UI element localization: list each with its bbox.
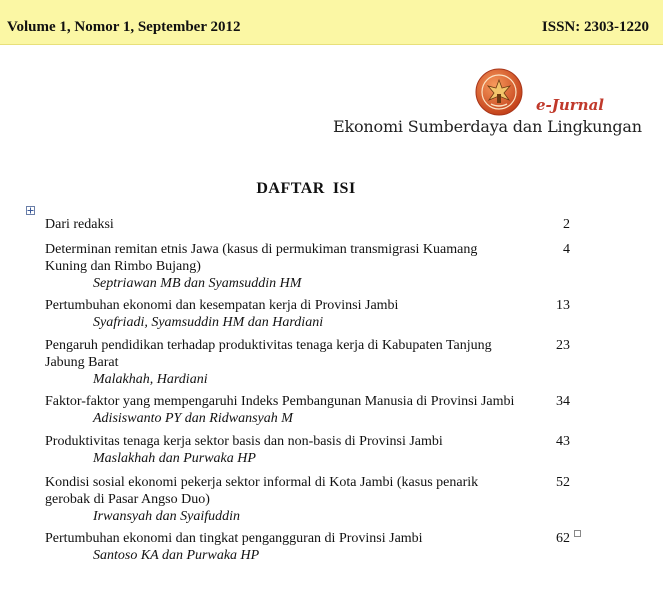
toc-entry-authors: Adisiswanto PY dan Ridwansyah M [93, 411, 293, 426]
toc-entry [45, 241, 575, 292]
journal-header-bar [0, 0, 663, 45]
toc-entry-title: Pertumbuhan ekonomi dan kesempatan kerja di Provinsi Jambi [45, 298, 399, 313]
toc-entry-title: Kondisi sosial ekonomi pekerja sektor informal di Kota Jambi (kasus penarik gerobak di Pasar Angso Duo) [45, 475, 479, 507]
toc-entry-authors: Santoso KA dan Purwaka HP [93, 548, 260, 563]
toc-entry-authors: Septriawan MB dan Syamsuddin HM [93, 276, 302, 291]
toc-entry-authors: Syafriadi, Syamsuddin HM dan Hardiani [93, 315, 324, 330]
toc-entry-page: 62 [556, 531, 570, 546]
toc-entry [45, 530, 575, 564]
table-move-handle-icon[interactable] [26, 202, 35, 211]
toc-entry-page: 2 [563, 217, 570, 232]
toc-heading-word1: DAFTAR [256, 180, 325, 197]
toc-entry [45, 433, 575, 467]
toc-entry [45, 297, 575, 331]
toc-entry-authors: Malakhah, Hardiani [93, 372, 208, 387]
toc-entry [45, 393, 575, 427]
toc-entry-title: Pertumbuhan ekonomi dan tingkat pengangguran di Provinsi Jambi [45, 531, 423, 546]
toc-entry [45, 474, 575, 525]
end-of-cell-marker-icon [574, 530, 581, 537]
toc-entry [45, 216, 575, 233]
toc-entry-page: 43 [556, 434, 570, 449]
ejournal-label: e-Jurnal [536, 96, 604, 114]
issn-number: ISSN: 2303-1220 [541, 19, 649, 35]
toc-entry-page: 52 [556, 475, 570, 490]
toc-entry-authors: Maslakhah dan Purwaka HP [93, 451, 256, 466]
toc-heading-word2: ISI [332, 180, 356, 197]
toc-entry-title: Faktor-faktor yang mempengaruhi Indeks Pembangunan Manusia di Provinsi Jambi [45, 394, 515, 409]
toc-entry-page: 13 [556, 298, 570, 313]
volume-info: Volume 1, Nomor 1, September 2012 [7, 19, 241, 35]
toc-entry [45, 337, 575, 388]
toc-entry-page: 4 [563, 242, 570, 257]
toc-entry-title: Produktivitas tenaga kerja sektor basis dan non-basis di Provinsi Jambi [45, 434, 443, 449]
toc-entry-page: 34 [556, 394, 570, 409]
toc-entry-title: Dari redaksi [45, 217, 114, 232]
toc-entry-title: Determinan remitan etnis Jawa (kasus di permukiman transmigrasi Kuamang Kuning dan Rimbo Bujang) [45, 242, 478, 274]
toc-entry-authors: Irwansyah dan Syaifuddin [93, 509, 240, 524]
toc-entry-page: 23 [556, 338, 570, 353]
university-emblem-icon [475, 68, 523, 116]
toc-entry-title: Pengaruh pendidikan terhadap produktivitas tenaga kerja di Kabupaten Tanjung Jabung Barat [45, 338, 492, 370]
journal-title: Ekonomi Sumberdaya dan Lingkungan [333, 117, 642, 136]
toc-heading [0, 180, 612, 198]
